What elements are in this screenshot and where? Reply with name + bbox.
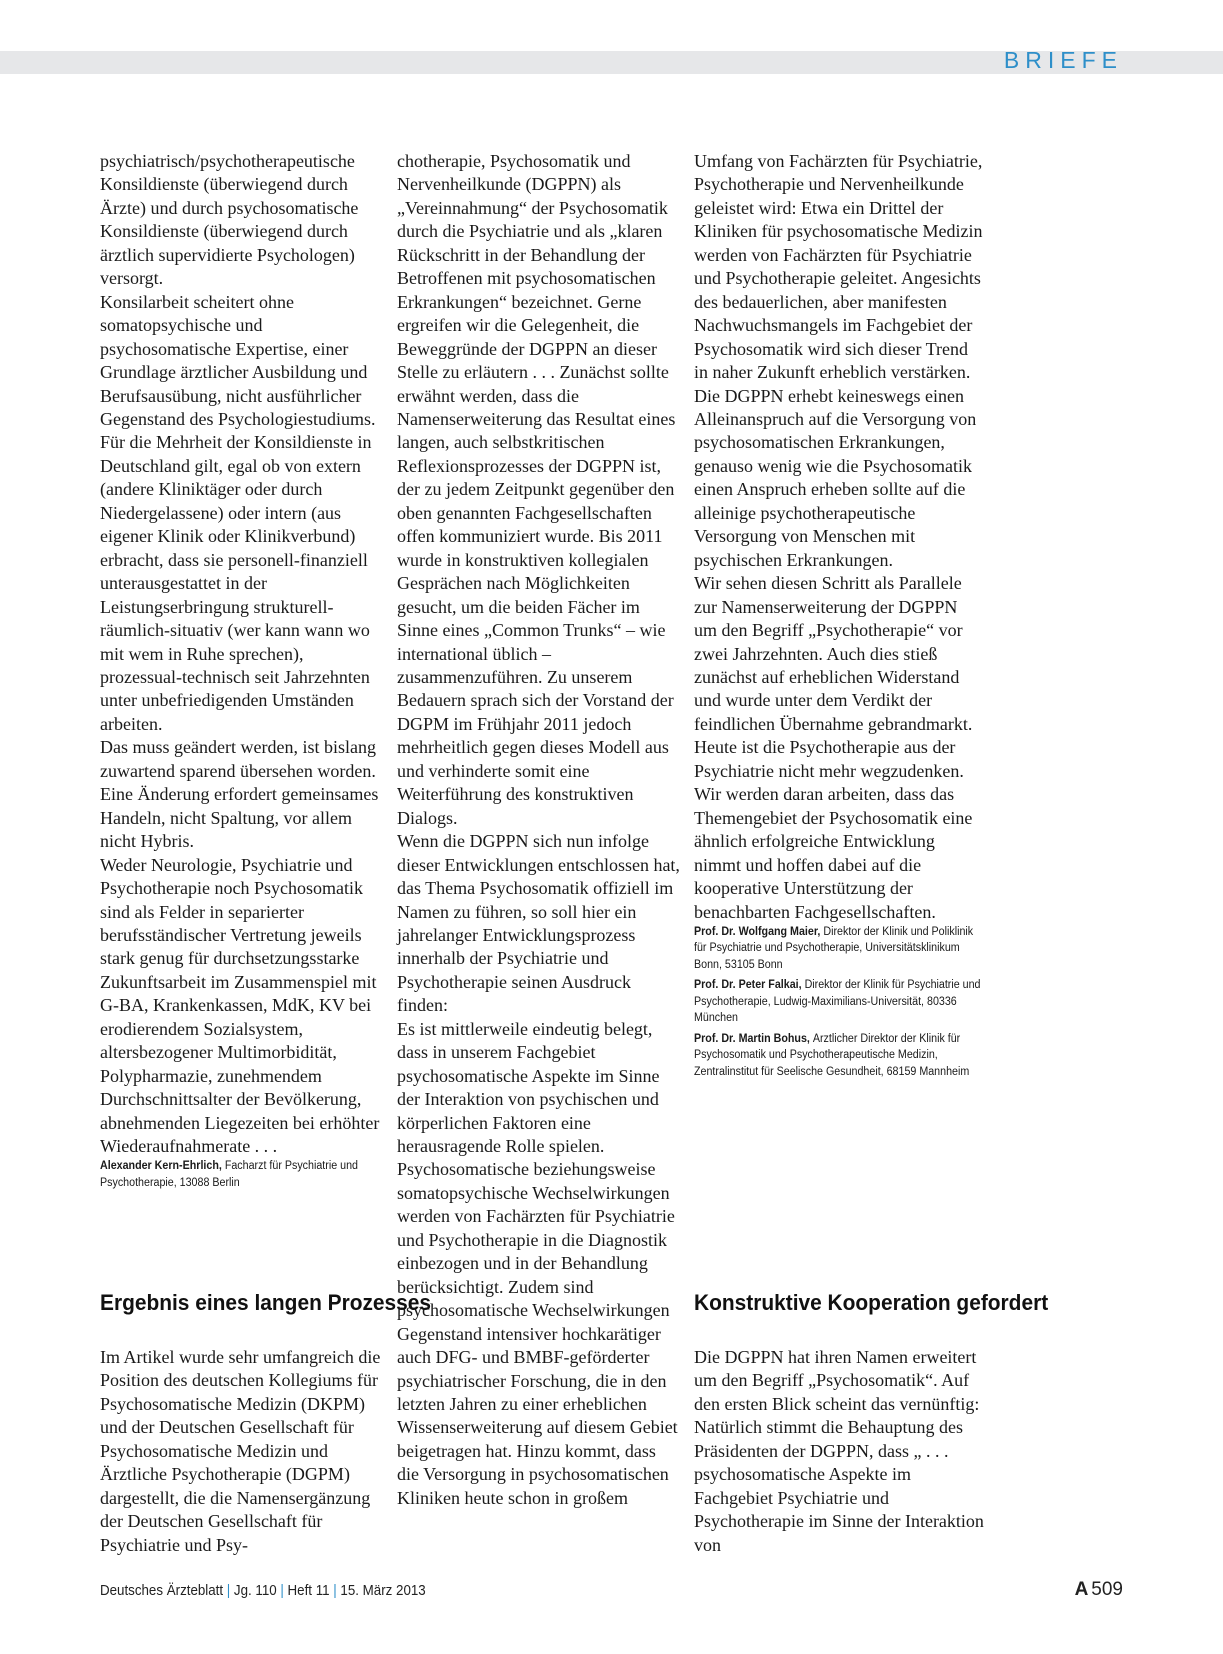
section-heading-1-text: Ergebnis eines langen Prozesses [100, 1290, 432, 1315]
col3-paragraph-2: Die DGPPN erhebt keineswegs einen Alleinanspruch auf die Versorgung von psychosomatischen Erkrankungen, genauso wenig wie die Psychosomatik einen Anspruch erheben sollte auf die alleinige psychotherapeutische Versorgung von Menschen mit psychischen Erkrankungen. [694, 385, 977, 570]
page-number-value: 509 [1091, 1579, 1123, 1600]
author-name: Prof. Dr. Martin Bohus, [694, 1032, 810, 1045]
col3-paragraph-1: Umfang von Fachärzten für Psychiatrie, Psychotherapie und Nervenheilkunde geleistet wird: Etwa ein Drittel der Kliniken für psychosomatische Medizin werden von Fachärzten für Psychiatrie und Psychotherapie geleitet. Angesichts des bedauerlichen, aber manifesten Nachwuchsmangels im Fachgebiet der Psychosomatik wird sich dieser Trend in naher Zukunft erheblich verstärken. [694, 151, 983, 383]
col1-paragraph-1: psychiatrisch/psychotherapeutische Konsildienste (überwiegend durch Ärzte) und durch psychosomatische Konsildienste (überwiegend durch ärztlich supervidierte Psychologen) versorgt. [100, 151, 359, 289]
author-detail: Direktor der Klinik für Psychiatrie und Psychotherapie, Ludwig-Maximilians-Universität, 80336 München [694, 979, 981, 1025]
author-signature [694, 977, 983, 1027]
col2-paragraph-1: chotherapie, Psychosomatik und Nervenheilkunde (DGPPN) als „Vereinnahmung“ der Psychosomatik durch die Psychiatrie und als „klaren Rückschritt in der Behandlung der Betroffenen mit psychosomatischen Erkrankungen“ bezeichnet. Gerne ergreifen wir die Gelegenheit, die Beweggründe der DGPPN an dieser Stelle zu erläutern . . . Zunächst sollte erwähnt werden, dass die Namenserweiterung das Resultat eines langen, auch selbstkritischen Reflexionsprozesses der DGPPN ist, der zu jedem Zeitpunkt gegenüber den oben genannten Fachgesellschaften offen kommuniziert wurde. Bis 2011 wurde in konstruktiven kollegialen Gesprächen nach Möglichkeiten gesucht, um die beiden Fächer im Sinne eines „Common Trunks“ – wie international üblich – zusammenzuführen. Zu unserem Bedauern sprach sich der Vorstand der DGPM im Frühjahr 2011 jedoch mehrheitlich gegen dieses Modell aus und verhinderte somit eine Weiterführung des konstruktiven Dialogs. [397, 151, 676, 828]
footer-separator: | [280, 1583, 284, 1599]
col1-paragraph-5: Eine Änderung erfordert gemeinsames Handeln, nicht Spaltung, vor allem nicht Hybris. [100, 784, 379, 852]
footer-citation [100, 1583, 426, 1599]
journal-name: Deutsches Ärzteblatt [100, 1583, 224, 1599]
page-number [1075, 1579, 1123, 1601]
author-detail: Facharzt für Psychiatrie und Psychotherapie, 13088 Berlin [100, 1160, 358, 1189]
column-2 [397, 150, 680, 1510]
author-name: Prof. Dr. Peter Falkai, [694, 979, 802, 992]
section-text-1: Im Artikel wurde sehr umfangreich die Position des deutschen Kollegiums für Psychosomatische Medizin (DKPM) und der Deutschen Gesellschaft für Psychosomatische Medizin und Ärztliche Psychotherapie (DGPM) dargestellt, die die Namensergänzung der Deutschen Gesellschaft für Psychiatrie und Psy- [100, 1347, 381, 1555]
col1-paragraph-2: Konsilarbeit scheitert ohne somatopsychische und psychosomatische Expertise, einer Grundlage ärztlicher Ausbildung und Berufsausübung, nicht ausführlicher Gegenstand des Psychologiestudiums. [100, 291, 376, 429]
column-1 [100, 150, 383, 1191]
col1-paragraph-3: Für die Mehrheit der Konsildienste in Deutschland gilt, egal ob von extern (andere Kliniktäger oder durch Niedergelassene) oder intern (aus eigener Klinik oder Klinikverbund) erbracht, dass sie personell-finanziell unterausgestattet in der Leistungserbringung strukturell-räumlich-situativ (wer kann wann wo mit wem in Ruhe sprechen), prozessual-technisch seit Jahrzehnten unter unbefriedigenden Umständen arbeiten. [100, 432, 372, 734]
col1-paragraph-4: Das muss geändert werden, ist bislang zuwartend sparend übersehen worden. [100, 737, 376, 781]
author-signature [100, 1158, 382, 1191]
journal-date: 15. März 2013 [340, 1583, 426, 1599]
author-detail: Direktor der Klinik und Poliklinik für Psychiatrie und Psychotherapie, Universitätsklinikum Bonn, 53105 Bonn [694, 925, 974, 971]
column-3 [694, 150, 984, 1080]
section-heading-1 [100, 1291, 431, 1314]
section-text-2: Die DGPPN hat ihren Namen erweitert um den Begriff „Psychosomatik“. Auf den ersten Blick scheint das vernünftig: Natürlich stimmt die Behauptung des Präsidenten der DGPPN, dass „ . . . psychosomatische Aspekte im Fachgebiet Psychiatrie und Psychotherapie im Sinne der Interaktion von [694, 1347, 984, 1555]
section-heading-2-text: Konstruktive Kooperation gefordert [694, 1290, 1049, 1315]
author-name: Prof. Dr. Wolfgang Maier, [694, 925, 821, 938]
footer-separator: | [333, 1583, 337, 1599]
author-signature [694, 924, 983, 974]
author-name: Alexander Kern-Ehrlich, [100, 1160, 222, 1173]
author-signature [694, 1031, 983, 1081]
footer-separator: | [226, 1583, 231, 1599]
author-detail: Ärztlicher Direktor der Klinik für Psychosomatik und Psychotherapeutische Medizin, Zentralinstitut für Seelische Gesundheit, 68159 Mannheim [694, 1032, 970, 1078]
section-label: BRIEFE [1003, 47, 1123, 73]
col2-paragraph-2: Wenn die DGPPN sich nun infolge dieser Entwicklungen entschlossen hat, das Thema Psychosomatik offiziell im Namen zu führen, so soll hier ein jahrelanger Entwicklungsprozess innerhalb der Psychiatrie und Psychotherapie seinen Ausdruck finden: [397, 831, 680, 1016]
section-heading-2 [694, 1291, 1048, 1314]
col3-paragraph-3: Wir sehen diesen Schritt als Parallele zur Namenserweiterung der DGPPN um den Begriff „Psychotherapie“ vor zwei Jahrzehnten. Auch dies stieß zunächst auf erheblichen Widerstand und wurde unter dem Verdikt der feindlichen Übernahme gebrandmarkt. Heute ist die Psychotherapie aus der Psychiatrie nicht mehr wegzudenken. Wir werden daran arbeiten, dass das Themengebiet der Psychosomatik eine ähnlich erfolgreiche Entwicklung nimmt und hoffen dabei auf die kooperative Unterstützung der benachbarten Fachgesellschaften. [694, 573, 973, 922]
journal-volume: Jg. 110 [233, 1583, 277, 1599]
col1-paragraph-6: Weder Neurologie, Psychiatrie und Psychotherapie noch Psychosomatik sind als Felder in separierter berufsständischer Vertretung jeweils stark genug für durchsetzungsstarke Zukunftsarbeit im Zusammenspiel mit G-BA, Krankenkassen, MdK, KV bei erodierendem Sozialsystem, altersbezogener Multimorbidität, Polypharmazie, zunehmendem Durchschnittsalter der Bevölkerung, abnehmenden Liegezeiten bei erhöhter Wiederaufnahmerate . . . [100, 854, 380, 1157]
journal-issue: Heft 11 [287, 1583, 330, 1599]
col2-paragraph-3: Es ist mittlerweile eindeutig belegt, dass in unserem Fachgebiet psychosomatische Aspekte im Sinne der Interaktion von psychischen und körperlichen Faktoren eine herausragende Rolle spielen. Psychosomatische beziehungsweise somatopsychische Wechselwirkungen werden von Fachärzten für Psychiatrie und Psychotherapie in die Diagnostik einbezogen und in der Behandlung berücksichtigt. Zudem sind psychosomatische Wechselwirkungen Gegenstand intensiver hochkarätiger auch DFG- und BMBF-geförderter psychiatrischer Forschung, die in den letzten Jahren zu einer erheblichen Wissenserweiterung auf diesem Gebiet beigetragen hat. Hinzu kommt, dass die Versorgung in psychosomatischen Kliniken heute schon in großem [397, 1018, 678, 1508]
page-prefix: A [1074, 1579, 1089, 1600]
